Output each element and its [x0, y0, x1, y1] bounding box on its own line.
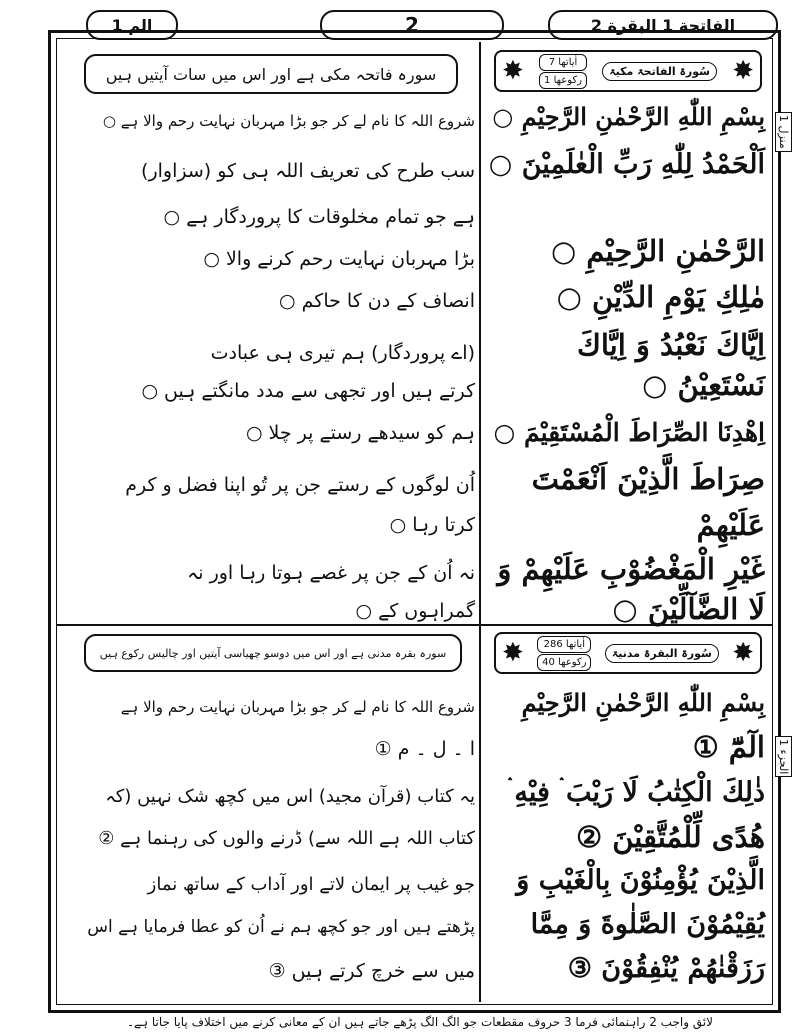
star-ornament-icon: ✸: [502, 56, 524, 86]
arabic-line: مٰلِكِ یَوْمِ الدِّیْنِ ○: [556, 280, 765, 314]
arabic-line: لَا الضَّآلِّیْنَ ○: [612, 592, 765, 626]
arabic-line: اِهْدِنَا الصِّرَاطَ الْمُسْتَقِیْمَ ○: [493, 418, 765, 447]
surah-name-baqara: سُورۃ البقرۃ مدنیۃ: [605, 644, 719, 663]
arabic-line: بِسْمِ اللّٰهِ الرَّحْمٰنِ الرَّحِیْمِ ○: [492, 102, 765, 131]
urdu-line: شروع اللہ کا نام لے کر جو بڑا مہربان نہایت رحم والا ہے: [120, 698, 475, 716]
ruku-count: رکوعھا 1: [539, 72, 587, 89]
arabic-line: عَلَیْهِمْ: [696, 508, 765, 542]
arabic-line: نَسْتَعِیْنُ ○: [642, 368, 765, 402]
baqara-title-box: [494, 632, 762, 674]
star-ornament-icon: ✸: [732, 56, 754, 86]
footnote: لائق واجب 2 راہنمائی فرما 3 حروف مقطعات جو الگ الگ پڑھے جاتے ہیں ان کے معانی کرنے میں اختلاف پایا جاتا ہے۔: [126, 1015, 713, 1029]
urdu-line: ہے جو تمام مخلوقات کا پروردگار ہے ○: [163, 206, 475, 228]
surah-name-fatiha: سُورۃ الفاتحۃ مکیۃ: [602, 62, 717, 81]
manzil-marker: منزل 1: [775, 112, 792, 152]
urdu-line: یہ کتاب (قرآن مجید) اس میں کچھ شک نہیں (کہ: [105, 786, 475, 807]
urdu-line: پڑھتے ہیں اور جو کچھ ہم نے اُن کو عطا فرمایا ہے اس: [87, 917, 475, 937]
urdu-line: نہ اُن کے جن پر غصے ہوتا رہا اور نہ: [187, 562, 475, 584]
arabic-line: اِیَّاكَ نَعْبُدُ وَ اِیَّاكَ: [576, 328, 765, 362]
star-ornament-icon: ✸: [732, 638, 754, 668]
arabic-line: الَّذِیْنَ یُؤْمِنُوْنَ بِالْغَیْبِ وَ: [516, 865, 765, 896]
arabic-line: غَیْرِ الْمَغْضُوْبِ عَلَیْهِمْ وَ: [497, 552, 765, 586]
arabic-line: بِسْمِ اللّٰهِ الرَّحْمٰنِ الرَّحِیْمِ: [521, 688, 765, 717]
arabic-line: ذٰلِكَ الْكِتٰبُ لَا رَیْبَ ۛ فِیْهِ ۛ: [507, 777, 765, 808]
urdu-line: گمراہوں کے ○: [355, 600, 475, 622]
arabic-line: صِرَاطَ الَّذِیْنَ اَنْعَمْتَ: [531, 462, 765, 496]
urdu-line: ہم کو سیدھے رستے پر چلا ○: [245, 422, 475, 444]
arabic-line: اَلْحَمْدُ لِلّٰهِ رَبِّ الْعٰلَمِیْنَ ○: [488, 149, 765, 180]
urdu-line: ا ۔ ل ۔ م ①: [374, 738, 475, 760]
page-number: 2: [320, 10, 504, 40]
ruku-count: رکوعھا 40: [537, 654, 591, 671]
urdu-line: بڑا مہربان نہایت رحم کرنے والا ○: [203, 248, 475, 270]
urdu-line: (اے پروردگار) ہم تیری ہی عبادت: [210, 342, 475, 364]
urdu-line: سب طرح کی تعریف اللہ ہی کو (سزاوار): [141, 160, 475, 182]
urdu-line: کرتا رہا ○: [389, 514, 475, 536]
fatiha-intro-note: سورہ فاتحہ مکی ہے اور اس میں سات آیتیں ہیں: [84, 54, 458, 94]
juz-marker: الجزء 1: [775, 736, 792, 777]
urdu-line: میں سے خرچ کرتے ہیں ③: [268, 960, 475, 982]
fatiha-title-box: [494, 50, 762, 92]
ayat-count: اٰیاتھا 286: [537, 636, 591, 653]
urdu-line: کتاب اللہ ہے اللہ سے) ڈرنے والوں کی رہنما ہے ②: [98, 828, 475, 849]
urdu-line: انصاف کے دن کا حاکم ○: [279, 290, 475, 312]
arabic-line: الرَّحْمٰنِ الرَّحِیْمِ ○: [550, 234, 765, 268]
arabic-line: یُقِیْمُوْنَ الصَّلٰوةَ وَ مِمَّا: [530, 909, 765, 940]
urdu-line: جو غیب پر ایمان لاتے اور آداب کے ساتھ نماز: [147, 874, 475, 895]
header-juz-name: الم 1: [86, 10, 178, 40]
arabic-line: رَزَقْنٰهُمْ یُنْفِقُوْنَ ③: [567, 953, 765, 984]
urdu-line: کرتے ہیں اور تجھی سے مدد مانگتے ہیں ○: [141, 380, 475, 402]
baqara-intro-note: سورہ بقرہ مدنی ہے اور اس میں دوسو چھیاسی آیتیں اور چالیس رکوع ہیں: [84, 634, 462, 672]
header-surah-names: الفاتحة 1 البقرة 2: [548, 10, 778, 40]
arabic-line: الٓمّٓ ①: [692, 730, 765, 764]
ayat-count: اٰیاتھا 7: [539, 54, 587, 71]
urdu-line: اُن لوگوں کے رستے جن پر تُو اپنا فضل و کرم: [125, 474, 475, 496]
star-ornament-icon: ✸: [502, 638, 524, 668]
arabic-line: هُدًى لِّلْمُتَّقِیْنَ ②: [576, 820, 765, 854]
urdu-line: شروع اللہ کا نام لے کر جو بڑا مہربان نہایت رحم والا ہے ○: [102, 112, 475, 130]
column-divider-bottom: [479, 626, 481, 1002]
column-divider-top: [479, 42, 481, 624]
